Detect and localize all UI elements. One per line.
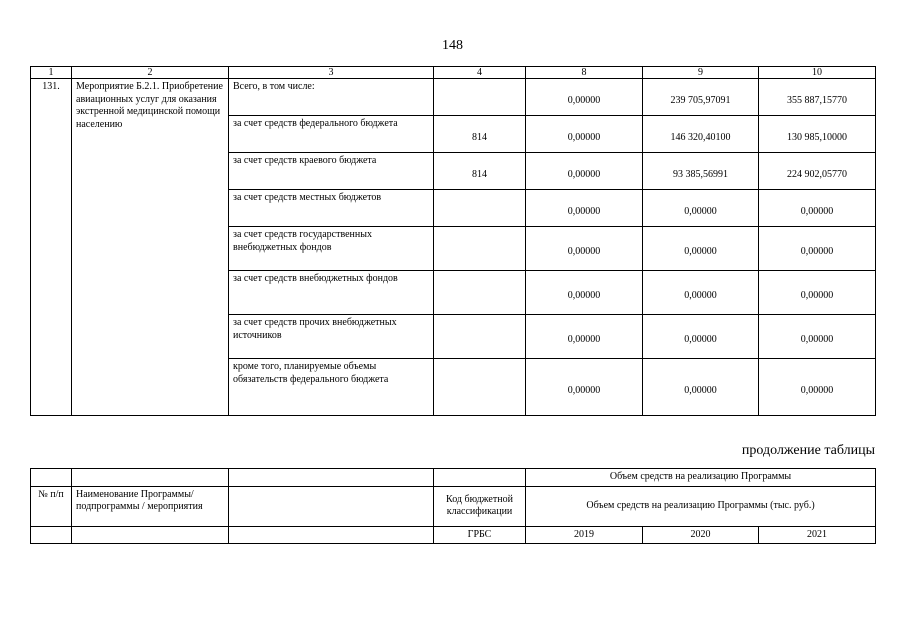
value-2020: 93 385,56991 [643, 153, 759, 190]
number-column-header: № п/п [31, 486, 72, 526]
header-row [31, 469, 876, 487]
value-2021: 0,00000 [759, 271, 876, 315]
column-number-header-row [31, 67, 876, 79]
funding-source: за счет средств государственных внебюджетных фондов [229, 227, 434, 271]
value-2021: 0,00000 [759, 359, 876, 416]
empty-cell [229, 486, 434, 526]
budget-table [30, 66, 876, 416]
page-number: 148 [442, 38, 463, 53]
funding-source: Всего, в том числе: [229, 79, 434, 116]
value-2019: 0,00000 [526, 359, 643, 416]
header-row [31, 526, 876, 544]
empty-cell [72, 469, 229, 487]
value-2019: 0,00000 [526, 79, 643, 116]
column-number-header: 10 [759, 67, 876, 79]
value-2021: 0,00000 [759, 190, 876, 227]
value-2021: 0,00000 [759, 227, 876, 271]
column-number-header: 8 [526, 67, 643, 79]
value-2020: 146 320,40100 [643, 116, 759, 153]
value-2020: 0,00000 [643, 190, 759, 227]
table-row [31, 79, 876, 116]
column-number-header: 3 [229, 67, 434, 79]
column-number-header: 9 [643, 67, 759, 79]
volume-column-header: Объем средств на реализацию Программы (тыс. руб.) [526, 486, 876, 526]
funding-header: Объем средств на реализацию Программы [526, 469, 876, 487]
continuation-header-table [30, 468, 876, 544]
column-number-header: 4 [434, 67, 526, 79]
budget-code [434, 271, 526, 315]
code-column-header: Код бюджетной классификации [434, 486, 526, 526]
value-2019: 0,00000 [526, 227, 643, 271]
value-2020: 239 705,97091 [643, 79, 759, 116]
year-header: 2020 [643, 526, 759, 544]
funding-source: за счет средств прочих внебюджетных источников [229, 315, 434, 359]
row-number: 131. [31, 79, 72, 416]
value-2021: 224 902,05770 [759, 153, 876, 190]
value-2019: 0,00000 [526, 190, 643, 227]
value-2020: 0,00000 [643, 359, 759, 416]
grbs-header: ГРБС [434, 526, 526, 544]
value-2019: 0,00000 [526, 271, 643, 315]
name-column-header: Наименование Программы/ подпрограммы / мероприятия [72, 486, 229, 526]
budget-code [434, 190, 526, 227]
budget-code [434, 315, 526, 359]
funding-source: за счет средств внебюджетных фондов [229, 271, 434, 315]
empty-cell [72, 526, 229, 544]
empty-cell [229, 469, 434, 487]
value-2021: 355 887,15770 [759, 79, 876, 116]
column-number-header: 1 [31, 67, 72, 79]
empty-cell [434, 469, 526, 487]
empty-cell [31, 526, 72, 544]
budget-code: 814 [434, 153, 526, 190]
empty-cell [229, 526, 434, 544]
budget-code [434, 359, 526, 416]
column-number-header: 2 [72, 67, 229, 79]
activity-name: Мероприятие Б.2.1. Приобретение авиационных услуг для оказания экстренной медицинской помощи населению [72, 79, 229, 416]
value-2020: 0,00000 [643, 271, 759, 315]
value-2021: 0,00000 [759, 315, 876, 359]
value-2019: 0,00000 [526, 315, 643, 359]
value-2021: 130 985,10000 [759, 116, 876, 153]
value-2019: 0,00000 [526, 153, 643, 190]
header-row [31, 486, 876, 526]
value-2020: 0,00000 [643, 227, 759, 271]
year-header: 2019 [526, 526, 643, 544]
value-2019: 0,00000 [526, 116, 643, 153]
budget-code: 814 [434, 116, 526, 153]
budget-code [434, 79, 526, 116]
continuation-label: продолжение таблицы [741, 443, 875, 458]
funding-source: кроме того, планируемые объемы обязательств федерального бюджета [229, 359, 434, 416]
funding-source: за счет средств местных бюджетов [229, 190, 434, 227]
value-2020: 0,00000 [643, 315, 759, 359]
funding-source: за счет средств краевого бюджета [229, 153, 434, 190]
budget-code [434, 227, 526, 271]
empty-cell [31, 469, 72, 487]
funding-source: за счет средств федерального бюджета [229, 116, 434, 153]
year-header: 2021 [759, 526, 876, 544]
